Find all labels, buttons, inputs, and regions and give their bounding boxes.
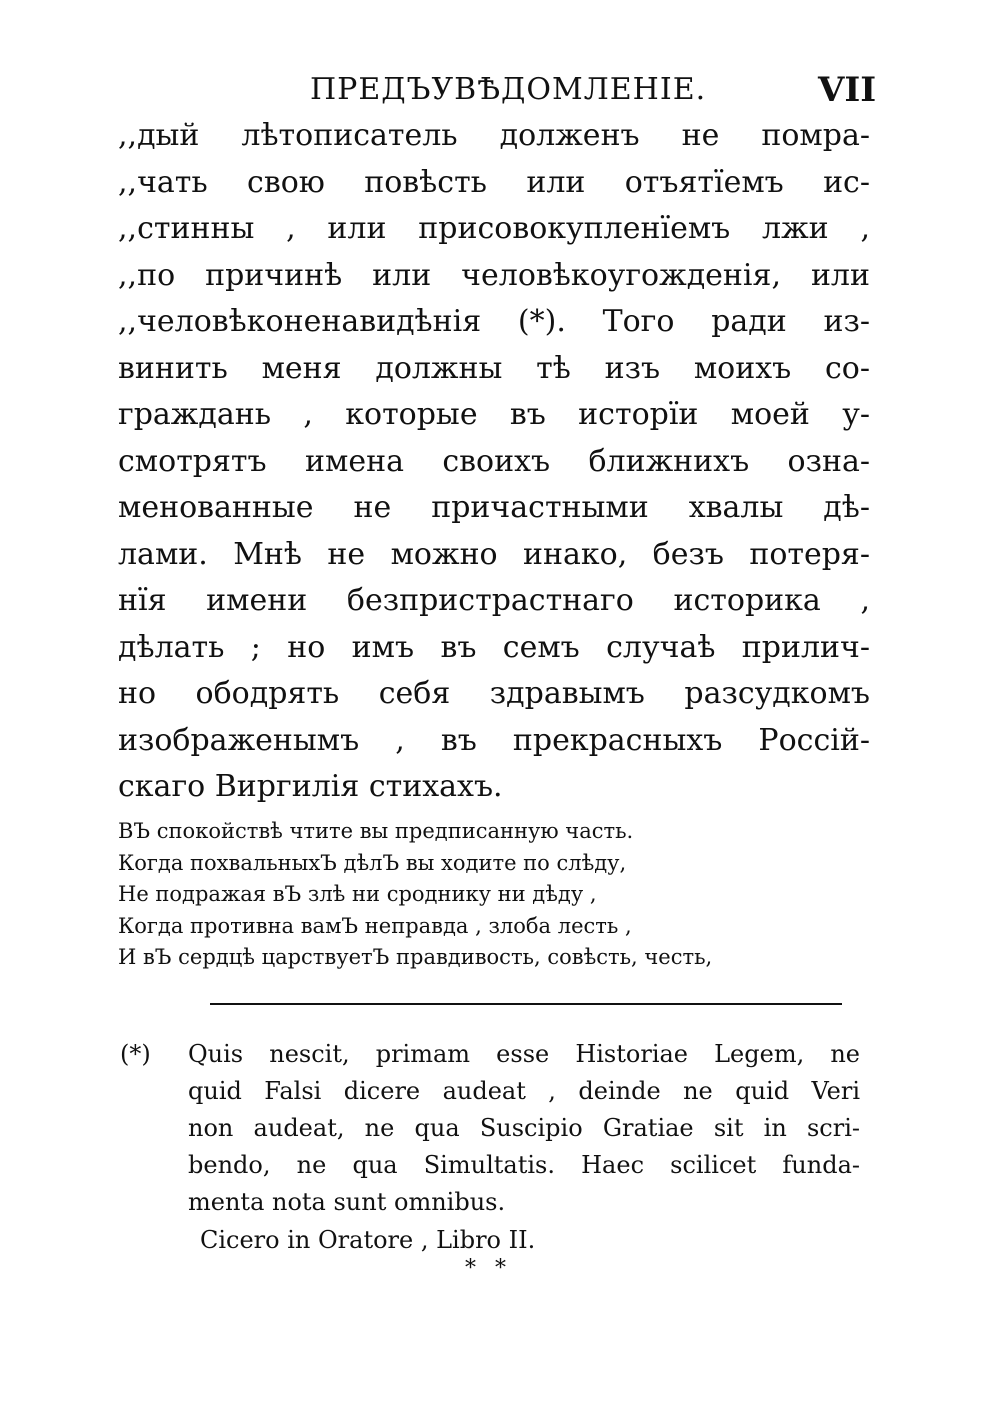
footnote-mark: (*)	[120, 1040, 151, 1068]
text-line: ,,дый лѣтописатель долженъ не помра-	[118, 118, 870, 153]
text-line: скаго Виргилія стихахъ.	[118, 769, 503, 804]
signature-mark: * *	[465, 1256, 512, 1281]
verse-line: Не подражая вЪ злѣ ни сроднику ни дѣду ,	[118, 882, 597, 906]
verse-quotation	[118, 816, 870, 974]
text-line: винить меня должны тѣ изъ моихъ со-	[118, 350, 870, 386]
running-title: ПРЕДЪУВѢДОМЛЕНІЕ.	[310, 72, 707, 107]
verse-line: Когда похвальныхЪ дѣлЪ вы ходите по слѣду,	[118, 850, 627, 875]
text-line: менованные не причастными хвалы дѣ-	[118, 490, 870, 525]
text-line: ,,чать свою повѣсть или отъятїемъ ис-	[118, 164, 870, 200]
text-line: нїя имени безпристрастнаго историка ,	[118, 583, 870, 618]
page-number: VII	[818, 70, 877, 110]
text-line: граждань , которые въ исторїи моей у-	[118, 397, 870, 432]
footnote-divider	[210, 1003, 842, 1005]
text-line: дѣлать ; но имъ въ семъ случаѣ прилич-	[118, 629, 870, 665]
footnote-line: menta nota sunt omnibus.	[188, 1188, 506, 1216]
text-line: ,,по причинѣ или человѣкоугожденія, или	[118, 257, 870, 293]
footnote-citation: Cicero in Oratore , Libro II.	[200, 1226, 536, 1254]
footnote-line: Quis nescit, primam esse Historiae Legem, ne	[188, 1040, 860, 1068]
footnote-line: non audeat, ne qua Suscipio Gratiae sit in scri-	[188, 1114, 860, 1142]
footnote-line: bendo, ne qua Simultatis. Haec scilicet funda-	[188, 1151, 860, 1179]
verse-line: И вЪ сердцѣ царствуетЪ правдивость, совѣсть, честь,	[118, 945, 713, 969]
verse-line: ВЪ спокойствѣ чтите вы предписанную часть.	[118, 819, 634, 843]
text-line: смотрятъ имена своихъ ближнихъ озна-	[118, 443, 870, 479]
text-line: лами. Мнѣ не можно инако, безъ потеря-	[118, 536, 870, 572]
footnote-line: quid Falsi dicere audeat , deinde ne quid Veri	[188, 1077, 860, 1105]
text-line: ,,человѣконенавидѣнія (*). Того ради из-	[118, 304, 870, 339]
text-line: ,,стинны , или присовокупленїемъ лжи ,	[118, 211, 870, 246]
text-line: изображенымъ , въ прекрасныхъ Россій-	[118, 722, 870, 758]
main-text	[118, 113, 870, 811]
verse-line: Когда противна вамЪ неправда , злоба лесть ,	[118, 913, 632, 938]
footnote-text	[188, 1036, 860, 1221]
text-line: но ободрять себя здравымъ разсудкомъ	[118, 676, 870, 711]
